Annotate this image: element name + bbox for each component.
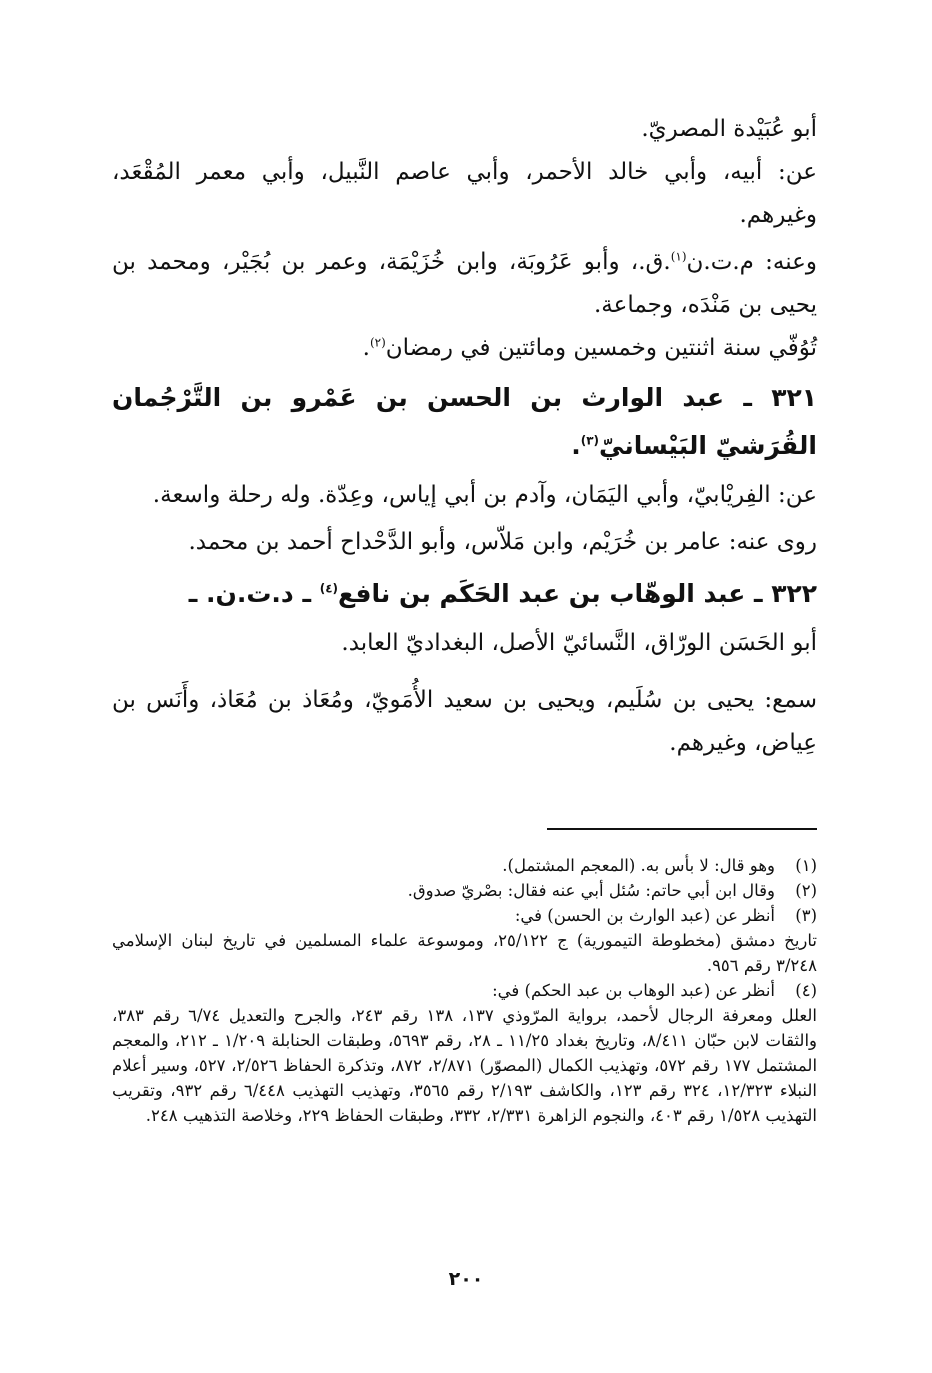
page-number: ٢٠٠	[448, 1268, 484, 1290]
entry-320-death	[112, 327, 817, 370]
footnote-text: أنظر عن (عبد الوارث بن الحسن) في:	[514, 906, 775, 925]
footnote-ref-3[interactable]: (٣)	[580, 433, 600, 448]
entry-322-heading	[112, 570, 817, 618]
entry-322-heard: سمع: يحيى بن سُلَيم، ويحيى بن سعيد الأُمَويّ، ومُعَاذ بن مُعَاذ، وأَنَس بن عِياض، وغيرهم.	[112, 687, 817, 756]
entry-321-teachers: عن: الفِريْابيّ، وأبي اليَمَان، وآدم بن أبي إياس، وعِدّة. وله رحلة واسعة.	[152, 482, 817, 508]
footnote-text: وهو قال: لا بأس به. (المعجم المشتمل).	[502, 856, 775, 875]
footnotes	[112, 853, 817, 1128]
footnote-number: (١)	[795, 856, 817, 875]
heading-321-text: ٣٢١ ـ عبد الوارث بن الحسن بن عَمْرو بن التَّرْجُمان القُرَشيّ البَيْسانيّ	[112, 383, 817, 460]
entry-321-heading	[112, 374, 817, 470]
footnote-1	[112, 853, 817, 878]
footnote-number: (٤)	[795, 981, 817, 1000]
entry-320-teachers: عن: أبيه، وأبي خالد الأحمر، وأبي عاصم النَّبيل، وأبي معمر المُقْعَد، وغيرهم.	[112, 159, 817, 228]
students-text-a: وعنه: م.ت.ن	[686, 249, 817, 275]
footnote-ref-2[interactable]: (٢)	[369, 335, 386, 350]
entry-320-students	[112, 241, 817, 327]
heading-322-sigla: ـ د.ت.ن. ـ	[188, 579, 320, 608]
footnote-4-continuation: العلل ومعرفة الرجال لأحمد، برواية المرّوذي ١٣٧، ١٣٨ رقم ٢٤٣، والجرح والتعديل ٦/٧٤ رقم ٣٨٣، والثقات لابن حبّان ٨/٤١١، وتاريخ بغداد ١١/٢٥ ـ ٢٨، رقم ٥٦٩٣، وطبقات الحنابلة ١/٢٠٩ ـ ٢١٢، والمعجم المشتمل ١٧٧ رقم ٥٧٢، وتهذيب الكمال (المصوّر) ٢/٨٧١، ٨٧٢، وتذكرة الحفاظ ٢/٥٢٦، ٥٢٧، وسير أعلام النبلاء ١٢/٣٢٣، ٣٢٤ رقم ١٢٣، والكاشف ٢/١٩٣ رقم ٣٥٦٥، وتهذيب التهذيب ٦/٤٤٨ رقم ٩٣٢، وتقريب التهذيب ١/٥٢٨ رقم ٤٠٣، والنجوم الزاهرة ٢/٣٣١، ٣٣٢، وطبقات الحفاظ ٢٢٩، وخلاصة التذهيب ٢٤٨.	[112, 1006, 818, 1125]
death-text-a: تُوُفّي سنة اثنتين وخمسين ومائتين في رمضان	[385, 335, 817, 361]
entry-320-kunya: أبو عُبَيْدة المصريّ.	[641, 116, 817, 142]
heading-321-end: .	[571, 431, 581, 460]
main-text	[112, 108, 817, 765]
footnote-ref-1[interactable]: (١)	[670, 249, 687, 264]
footnote-divider	[547, 828, 817, 830]
footnote-3-continuation: تاريخ دمشق (مخطوطة التيمورية) ج ٢٥/١٢٢، وموسوعة علماء المسلمين في تاريخ لبنان الإسلامي ٣/٢٤٨ رقم ٩٥٦.	[112, 931, 818, 975]
entry-321-students: روى عنه: عامر بن خُرَيْم، وابن مَلاّس، وأبو الدَّحْداح أحمد بن محمد.	[188, 529, 817, 555]
death-text-b: .	[362, 335, 370, 361]
students-text-b: .ق.، وأبو عَرُوبَة، وابن خُزَيْمَة، وعمر بن بُجَيْر، ومحمد بن يحيى بن مَنْدَه، وجماعة.	[112, 249, 817, 318]
entry-322-kunya: أبو الحَسَن الورّاق، النَّسائيّ الأصل، البغداديّ العابد.	[341, 630, 817, 656]
footnote-text: وقال ابن أبي حاتم: سُئل أبي عنه فقال: بصْريّ صدوق.	[407, 881, 775, 900]
footnote-2	[112, 878, 817, 903]
footnote-4	[112, 978, 817, 1003]
footnote-number: (٢)	[795, 881, 817, 900]
footnote-3	[112, 903, 817, 928]
footnote-text: أنظر عن (عبد الوهاب بن عبد الحكم) في:	[492, 981, 775, 1000]
heading-322-text: ٣٢٢ ـ عبد الوهّاب بن عبد الحَكَم بن نافع	[338, 579, 817, 608]
footnote-number: (٣)	[795, 906, 817, 925]
footnote-ref-4[interactable]: (٤)	[319, 581, 339, 596]
